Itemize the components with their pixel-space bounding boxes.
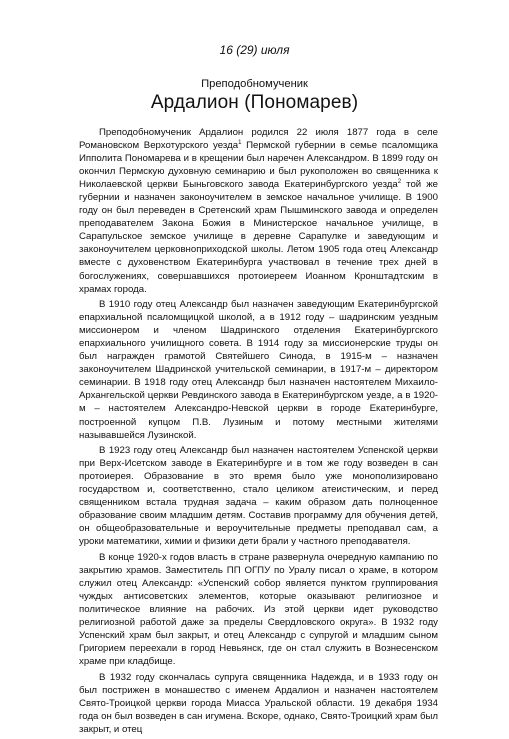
paragraph-3: В 1923 году отец Александр был назначен настоятелем Успенской церкви при Верх-Исетском заводе в Екатеринбурге и в том же году возведен в сан протоиерея. Образование в это время было уже монополизировано государством и, соответственно, стало целиком атеистическим, и перед священником встала трудная задача – каким образом дать полноценное образование своим младшим детям. Составив программу для обучения детей, он общеобразовательные и вероучительные предметы преподавал сам, а уроки математики, химии и физики дети брали у частного преподавателя. [79,445,438,548]
saint-rank: Преподобномученик [201,78,308,90]
paragraph-1 [79,126,438,296]
paragraph-1-part-1: Преподобномученик Ардалион родился 22 июля 1877 года в селе Романовском Верхотурского уезда [79,127,438,152]
footnote-ref-1[interactable]: 1 [238,139,242,146]
page-title: Ардалион (Пономарев) [150,92,359,113]
paragraph-1-part-2: Пермской губернии в семье псаломщика Ипполита Пономарева и в крещении был наречен Александром. В 1899 году он окончил Пермскую духовную семинарию и был рукоположен во священника к Николаевской церкви Быньговского завода Екатеринбургского уезда [79,140,438,191]
paragraph-4: В конце 1920-х годов власть в стране развернула очередную кампанию по закрытию храмов. Заместитель ПП ОГПУ по Уралу писал о храме, в котором служил отец Александр: «Успенский собор является пунктом группирования чуждых антисоветских элементов, которые оказывают религиозное и политическое влияние на рабочих. Из этой церкви идет руководство религиозной работой даже за пределы Свердловского округа». В 1932 году Успенский храм был закрыт, и отец Александр с супругой и младшим сыном Григорием переехали в город Невьянск, где он стал служить в Вознесенском храме при кладбище. [79,552,438,668]
paragraph-1-part-3: той же губернии и назначен законоучителем в земское начальное училище. В 1900 году он был переведен в Сретенский храм Пышминского завода и определен преподавателем Закона Божия в Министерское начальное училище, в Сарапульское земское училище в деревне Сарапулке и заведующим и законоучителем церковноприходской школы. Летом 1905 года отец Александр вместе с духовенством Екатеринбурга участвовал в течение трех дней в богослужениях, совершавшихся протоиереем Иоанном Кронштадтским в храмах города. [79,179,439,295]
footnote-ref-2[interactable]: 2 [397,178,402,185]
feast-date: 16 (29) июля [219,43,290,57]
biography-text [79,126,438,739]
paragraph-2: В 1910 году отец Александр был назначен заведующим Екатеринбургской епархиальной псаломщицкой школой, а в 1912 году – шадринским уездным миссионером и членом Шадринского отделения Екатеринбургского епархиального училищного совета. В 1914 году за миссионерские труды он был награжден грамотой Святейшего Синода, в 1915-м – назначен законоучителем Шадринской учительской семинарии, в 1917-м – директором семинарии. В 1918 году отец Александр был назначен настоятелем Михаило-Архангельской церкви Ревдинского завода в Екатеринбургском уезде, а в 1920-м – настоятелем Александро-Невской церкви в городе Екатеринбурге, построенной купцом П.В. Лузиным и потому местными жителями называвшейся Лузинской. [79,299,438,441]
paragraph-5: В 1932 году скончалась супруга священника Надежда, и в 1933 году он был пострижен в монашество с именем Ардалион и назначен настоятелем Свято-Троицкой церкви города Миасса Уральской области. 19 декабря 1934 года он был возведен в сан игумена. Вскоре, однако, Свято-Троицкий храм был закрыт, и отец [79,671,438,736]
